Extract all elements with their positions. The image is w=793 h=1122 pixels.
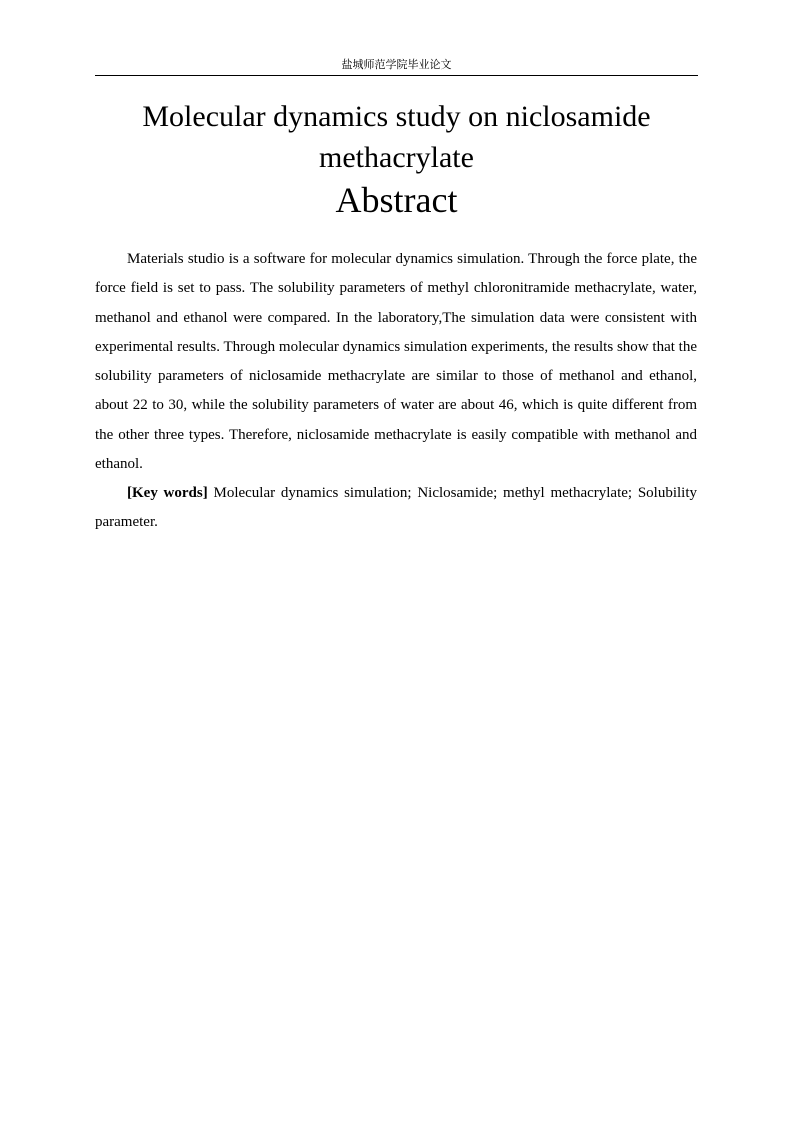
abstract-heading: Abstract: [335, 180, 458, 220]
header-divider: [95, 75, 698, 76]
keywords-label: [Key words]: [127, 485, 208, 501]
keywords-text: Molecular dynamics simulation; Niclosamide; methyl methacrylate; Solubility parameter.: [95, 485, 697, 531]
abstract-paragraph: Materials studio is a software for molecular dynamics simulation. Through the force plate, the force field is set to pass. The solubility parameters of methyl chloronitramide methacrylate, water, methanol and ethanol were compared. In the laboratory,The simulation data were consistent with experimental results. Through molecular dynamics simulation experiments, the results show that the solubility parameters of niclosamide methacrylate are similar to those of methanol and ethanol, about 22 to 30, while the solubility parameters of water are about 46, which is quite different from the other three types. Therefore, niclosamide methacrylate is easily compatible with methanol and ethanol.: [95, 251, 697, 473]
keywords-paragraph: [95, 479, 697, 538]
running-header: 盐城师范学院毕业论文: [341, 58, 452, 71]
paper-title: Molecular dynamics study on niclosamide methacrylate: [142, 100, 651, 174]
